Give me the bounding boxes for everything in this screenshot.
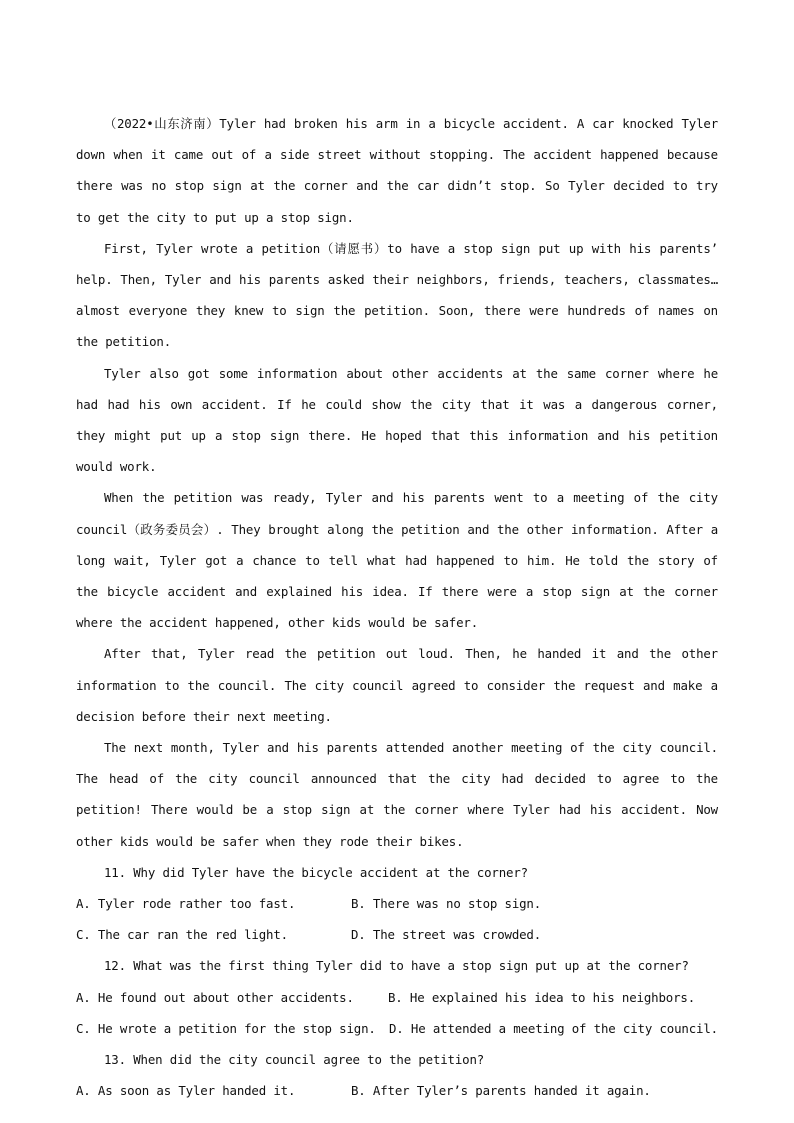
question-12-options-row-1 (76, 982, 718, 1013)
passage-paragraph-6: The next month, Tyler and his parents attended another meeting of the city council. The head of the city council announced that the city had decided to agree to the petition! There would be a stop sign at the corner where Tyler had his accident. Now other kids would be safer when they rode their bikes. (76, 740, 718, 849)
passage-paragraph-5: After that, Tyler read the petition out loud. Then, he handed it and the other information to the council. The city council agreed to consider the request and make a decision before their next meeting. (76, 646, 718, 724)
question-13-stem: 13. When did the city council agree to the petition? (104, 1052, 485, 1068)
question-13-option-a: A. As soon as Tyler handed it. (76, 1083, 296, 1099)
passage-paragraph-4: When the petition was ready, Tyler and his parents went to a meeting of the city council（政务委员会）. They brought along the petition and the other information. After a long wait, Tyler got a chance to tell what had happened to him. He told the story of the bicycle accident and explained his idea. If there were a stop sign at the corner where the accident happened, other kids would be safer. (76, 490, 718, 631)
question-13-option-b: B. After Tyler’s parents handed it again. (351, 1083, 651, 1099)
passage-paragraph-1: （2022•山东济南）Tyler had broken his arm in a bicycle accident. A car knocked Tyler down when it came out of a side street without stopping. The accident happened because there was no stop sign at the corner and the car didn’t stop. So Tyler decided to try to get the city to put up a stop sign. (76, 116, 718, 225)
question-11-stem: 11. Why did Tyler have the bicycle accident at the corner? (104, 864, 528, 880)
question-11-option-b: B. There was no stop sign. (351, 896, 542, 912)
question-12-option-d: D. He attended a meeting of the city council. (389, 1020, 718, 1036)
passage-paragraph-2: First, Tyler wrote a petition（请愿书）to have a stop sign put up with his parents’ help. Then, Tyler and his parents asked their neighbors, friends, teachers, classmates… almost everyone they knew to sign the petition. Soon, there were hundreds of names on the petition. (76, 240, 718, 350)
question-12-options-row-2 (76, 1013, 718, 1044)
question-12-stem: 12. What was the first thing Tyler did to have a stop sign put up at the corner? (104, 958, 689, 974)
question-11-option-d: D. The street was crowded. (351, 927, 542, 943)
question-11-option-c: C. The car ran the red light. (76, 927, 288, 943)
question-11-option-a: A. Tyler rode rather too fast. (76, 896, 296, 912)
question-11-options-row-1 (76, 888, 718, 919)
document-page (76, 108, 718, 1106)
passage-paragraph-3: Tyler also got some information about other accidents at the same corner where he had had his own accident. If he could show the city that it was a dangerous corner, they might put up a stop sign there. He hoped that this information and his petition would work. (76, 365, 718, 475)
question-12-option-a: A. He found out about other accidents. (76, 989, 354, 1005)
question-12-option-b: B. He explained his idea to his neighbors. (388, 989, 696, 1005)
question-12-option-c: C. He wrote a petition for the stop sign. (76, 1020, 376, 1036)
question-11-options-row-2 (76, 919, 718, 950)
question-13-options-row-1 (76, 1075, 718, 1106)
